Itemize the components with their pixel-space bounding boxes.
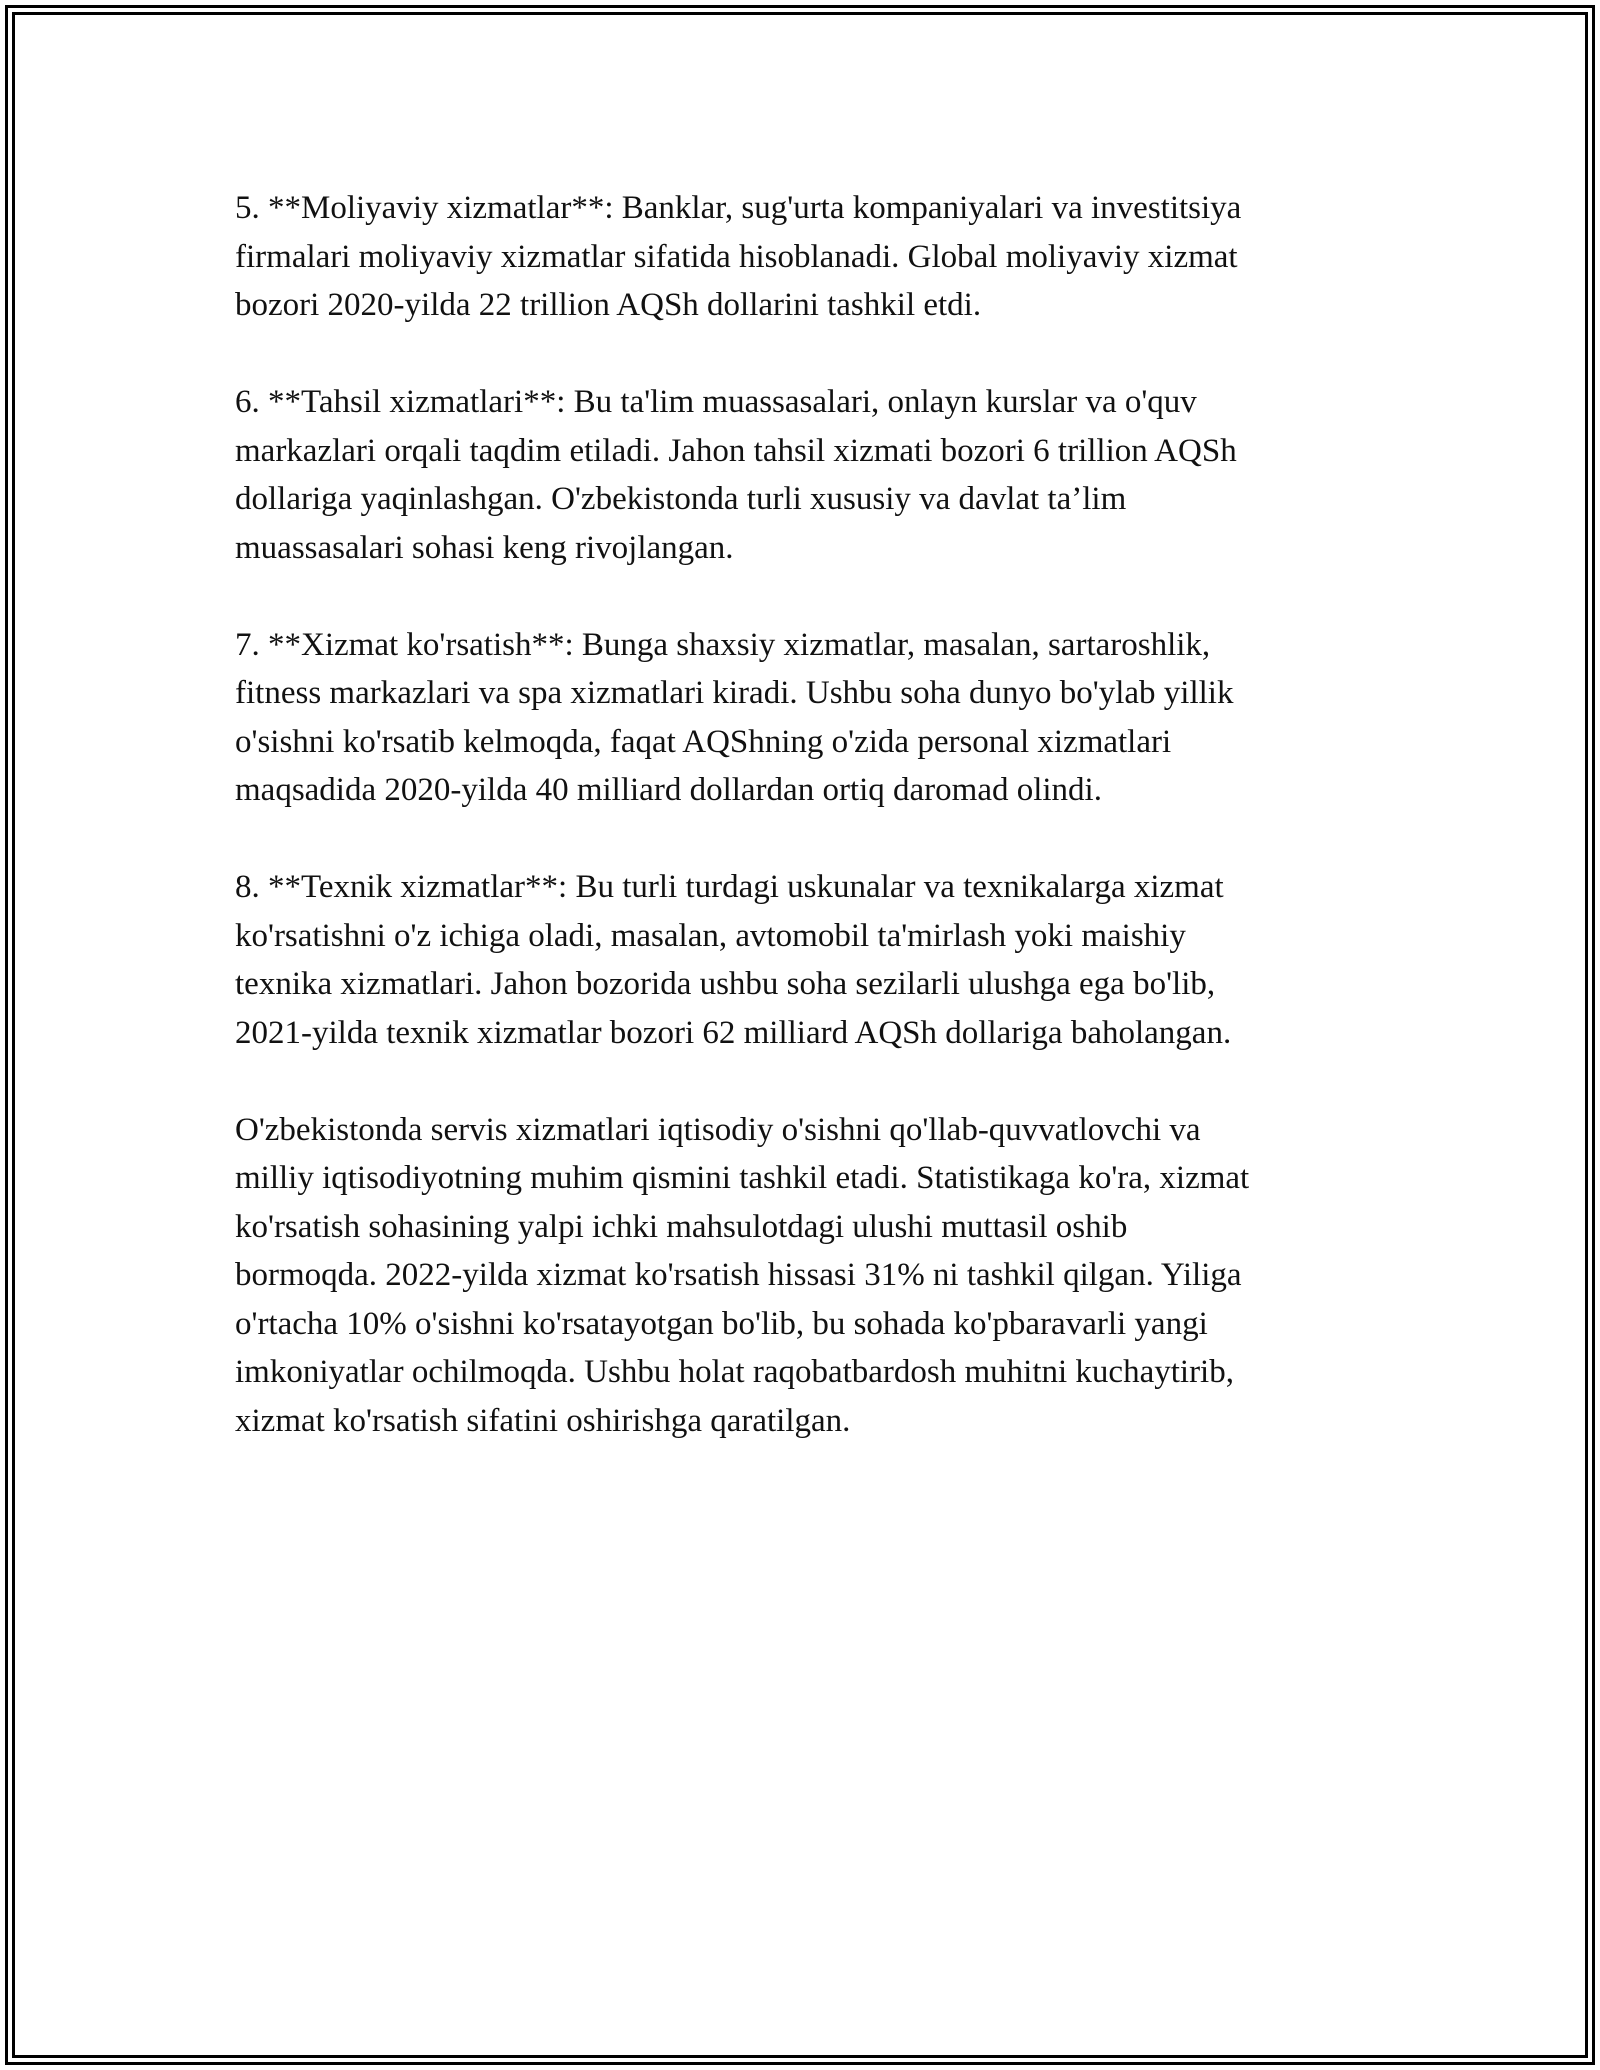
paragraph-personal-services: 7. **Xizmat ko'rsatish**: Bunga shaxsiy xizmatlar, masalan, sartaroshlik, fitness markazlari va spa xizmatlari kiradi. Ushbu soha dunyo bo'ylab yillik o'sishni ko'rsatib kelmoqda, faqat AQShning o'zida personal xizmatlari maqsadida 2020-yilda 40 milliard dollardan ortiq daromad olindi. [235, 626, 1234, 808]
paragraph-technical-services: 8. **Texnik xizmatlar**: Bu turli turdagi uskunalar va texnikalarga xizmat ko'rsatishni o'z ichiga oladi, masalan, avtomobil ta'mirlash yoki maishiy texnika xizmatlari. Jahon bozorida ushbu soha sezilarli ulushga ega bo'lib, 2021-yilda texnik xizmatlar bozori 62 milliard AQSh dollariga baholangan. [235, 869, 1232, 1051]
document-body [235, 184, 1375, 1494]
paragraph-uzbekistan-summary: O'zbekistonda servis xizmatlari iqtisodiy o'sishni qo'llab-quvvatlovchi va milliy iqtisodiyotning muhim qismini tashkil etadi. Statistikaga ko'ra, xizmat ko'rsatish sohasining yalpi ichki mahsulotdagi ulushi muttasil oshib bormoqda. 2022-yilda xizmat ko'rsatish hissasi 31% ni tashkil qilgan. Yiliga o'rtacha 10% o'sishni ko'rsatayotgan bo'lib, bu sohada ko'pbaravarli yangi imkoniyatlar ochilmoqda. Ushbu holat raqobatbardosh muhitni kuchaytirib, xizmat ko'rsatish sifatini oshirishga qaratilgan. [235, 1111, 1250, 1439]
paragraph-education-services: 6. **Tahsil xizmatlari**: Bu ta'lim muassasalari, onlayn kurslar va o'quv markazlari orqali taqdim etiladi. Jahon tahsil xizmati bozori 6 trillion AQSh dollariga yaqinlashgan. O'zbekistonda turli xususiy va davlat ta’lim muassasalari sohasi keng rivojlangan. [235, 384, 1237, 566]
paragraph-financial-services: 5. **Moliyaviy xizmatlar**: Banklar, sug'urta kompaniyalari va investitsiya firmalari moliyaviy xizmatlar sifatida hisoblanadi. Global moliyaviy xizmat bozori 2020-yilda 22 trillion AQSh dollarini tashkil etdi. [235, 190, 1242, 323]
